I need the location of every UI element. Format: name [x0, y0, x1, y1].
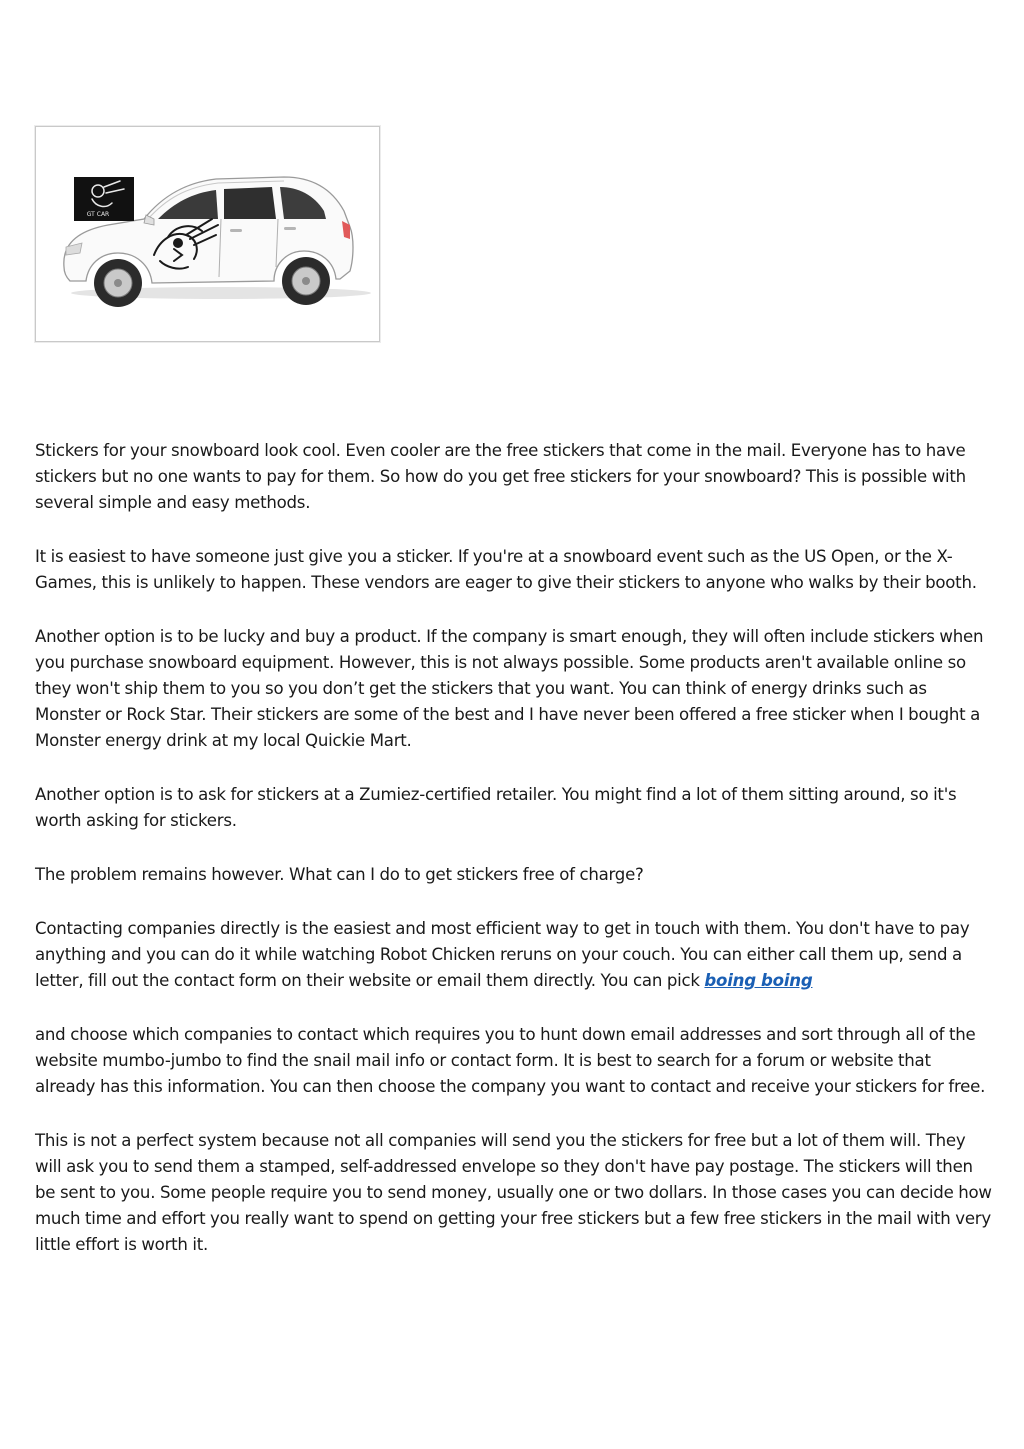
paragraph-contacting [35, 916, 993, 994]
paragraph-system: This is not a perfect system because not all companies will send you the stickers for free but a lot of them will. They will ask you to send them a stamped, self-addressed envelope so they don't have pay postage. The stickers will then be sent to you. Some people require you to send money, usually one or two dollars. In those cases you can decide how much time and effort you really want to spend on getting your free stickers but a few free stickers in the mail with very little effort is worth it. [35, 1131, 992, 1254]
car-sticker-image [35, 126, 380, 342]
paragraph-contacting-text: Contacting companies directly is the easiest and most efficient way to get in touch with them. You don't have to pay anything and you can do it while watching Robot Chicken reruns on your couch. You can either call them up, send a letter, fill out the contact form on their website or email them directly. You can pick [35, 919, 970, 990]
car-with-stickers-illustration [36, 127, 379, 341]
paragraph-retailer: Another option is to ask for stickers at a Zumiez-certified retailer. You might find a lot of them sitting around, so it's worth asking for stickers. [35, 785, 957, 830]
paragraph-product: Another option is to be lucky and buy a product. If the company is smart enough, they will often include stickers when you purchase snowboard equipment. However, this is not always possible. Some products aren't available online so they won't ship them to you so you don’t get the stickers that you want. You can think of energy drinks such as Monster or Rock Star. Their stickers are some of the best and I have never been offered a free sticker when I bought a Monster energy drink at my local Quickie Mart. [35, 627, 984, 750]
paragraph-problem: The problem remains however. What can I do to get stickers free of charge? [35, 865, 644, 884]
sticker-caption: GT CAR [86, 211, 110, 218]
paragraph-event: It is easiest to have someone just give you a sticker. If you're at a snowboard event such as the US Open, or the X-Games, this is unlikely to happen. These vendors are eager to give their stickers to anyone who walks by their booth. [35, 547, 977, 592]
paragraph-intro: Stickers for your snowboard look cool. Even cooler are the free stickers that come in the mail. Everyone has to have stickers but no one wants to pay for them. So how do you get free stickers for your snowboard? This is possible with several simple and easy methods. [35, 441, 966, 512]
article-body [35, 438, 993, 1286]
paragraph-choose: and choose which companies to contact which requires you to hunt down email addresses and sort through all of the website mumbo-jumbo to find the snail mail info or contact form. It is best to search for a forum or website that already has this information. You can then choose the company you want to contact and receive your stickers for free. [35, 1025, 986, 1096]
boing-boing-link[interactable]: boing boing [704, 971, 813, 990]
